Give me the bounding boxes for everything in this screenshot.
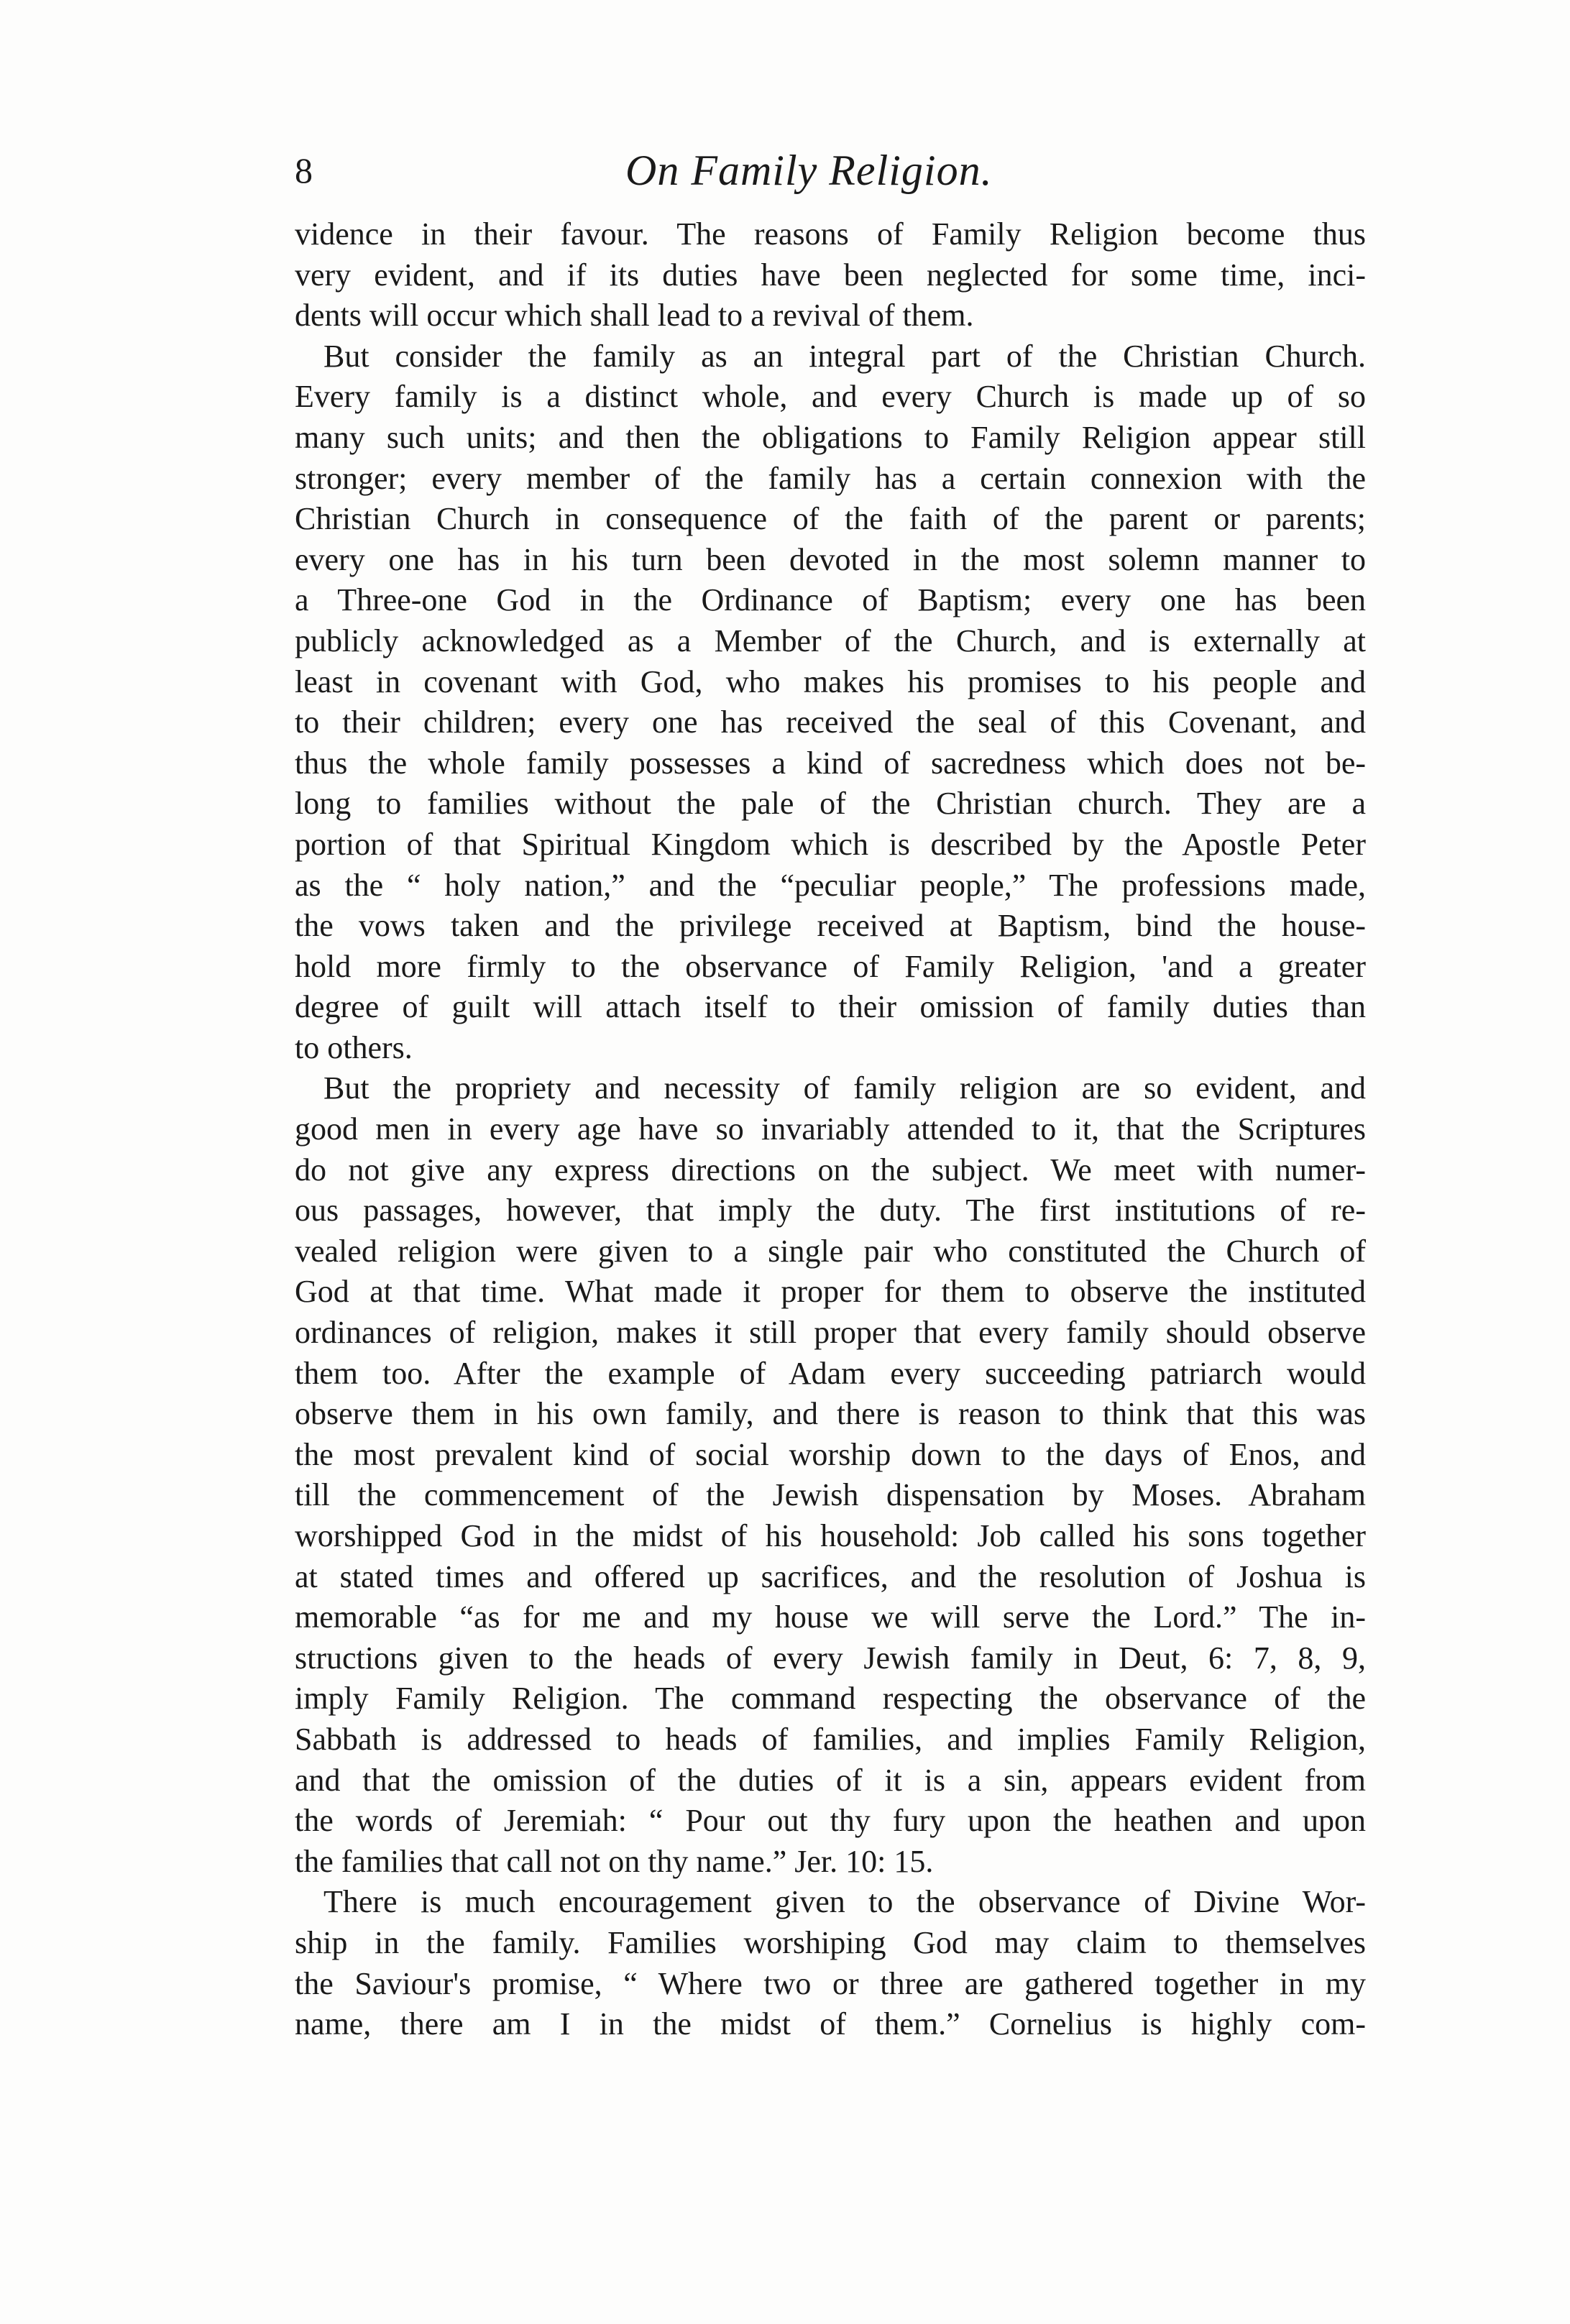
- text-line: the most prevalent kind of social worship down to the days of Enos, and: [295, 1436, 1366, 1472]
- text-line: very evident, and if its duties have been neglected for some time, inci-: [295, 257, 1366, 293]
- text-line: the words of Jeremiah: “ Pour out thy fury upon the heathen and upon: [295, 1803, 1366, 1839]
- text-line: ordinances of religion, makes it still proper that every family should observe: [295, 1315, 1366, 1351]
- text-line: portion of that Spiritual Kingdom which is described by the Apostle Peter: [295, 826, 1366, 862]
- text-line: degree of guilt will attach itself to their omission of family duties than: [295, 989, 1366, 1025]
- text-line: them too. After the example of Adam every succeeding patriarch would: [295, 1355, 1366, 1391]
- text-line: name, there am I in the midst of them.” Cornelius is highly com-: [295, 2006, 1366, 2042]
- paragraph: [295, 336, 1366, 1069]
- text-line: Christian Church in consequence of the faith of the parent or parents;: [295, 501, 1366, 537]
- text-line: stronger; every member of the family has a certain connexion with the: [295, 460, 1366, 496]
- text-line: as the “ holy nation,” and the “peculiar people,” The professions made,: [295, 867, 1366, 903]
- text-line: to others.: [295, 1029, 413, 1065]
- text-line: Every family is a distinct whole, and every Church is made up of so: [295, 379, 1366, 415]
- body-text: [295, 214, 1366, 2045]
- running-title: On Family Religion.: [625, 147, 993, 194]
- page-number: 8: [295, 150, 313, 190]
- text-line: a Three-one God in the Ordinance of Baptism; every one has been: [295, 582, 1366, 618]
- text-line: hold more firmly to the observance of Family Religion, 'and a greater: [295, 948, 1366, 984]
- text-line: do not give any express directions on the subject. We meet with numer-: [295, 1152, 1366, 1188]
- page-header: [295, 138, 1373, 203]
- text-line: worshipped God in the midst of his household: Job called his sons together: [295, 1518, 1366, 1553]
- text-line: observe them in his own family, and there is reason to think that this was: [295, 1396, 1366, 1432]
- text-line: structions given to the heads of every Jewish family in Deut, 6: 7, 8, 9,: [295, 1640, 1366, 1676]
- paragraph: [295, 1882, 1366, 2044]
- text-line: the families that call not on thy name.” Jer. 10: 15.: [295, 1843, 934, 1879]
- text-line: the Saviour's promise, “ Where two or three are gathered together in my: [295, 1965, 1366, 2001]
- text-line: But consider the family as an integral part of the Christian Church.: [323, 338, 1366, 374]
- text-line: imply Family Religion. The command respecting the observance of the: [295, 1681, 1366, 1717]
- text-line: at stated times and offered up sacrifices, and the resolution of Joshua is: [295, 1558, 1366, 1594]
- text-line: dents will occur which shall lead to a revival of them.: [295, 298, 974, 334]
- text-line: ous passages, however, that imply the duty. The first institutions of re-: [295, 1193, 1366, 1228]
- text-line: thus the whole family possesses a kind of sacredness which does not be-: [295, 745, 1366, 781]
- text-line: least in covenant with God, who makes his promises to his people and: [295, 663, 1366, 699]
- text-line: and that the omission of the duties of it is a sin, appears evident from: [295, 1762, 1366, 1798]
- text-line: God at that time. What made it proper for them to observe the instituted: [295, 1274, 1366, 1310]
- text-line: Sabbath is addressed to heads of families, and implies Family Religion,: [295, 1721, 1366, 1757]
- paragraph: [295, 1068, 1366, 1882]
- text-line: ship in the family. Families worshiping God may claim to themselves: [295, 1924, 1366, 1960]
- text-line: vidence in their favour. The reasons of Family Religion become thus: [295, 216, 1366, 252]
- text-line: good men in every age have so invariably attended to it, that the Scriptures: [295, 1111, 1366, 1147]
- text-line: the vows taken and the privilege received at Baptism, bind the house-: [295, 908, 1366, 944]
- paragraph: [295, 214, 1366, 336]
- text-line: There is much encouragement given to the observance of Divine Wor-: [323, 1884, 1366, 1920]
- text-line: till the commencement of the Jewish dispensation by Moses. Abraham: [295, 1477, 1366, 1513]
- text-line: every one has in his turn been devoted in the most solemn manner to: [295, 541, 1366, 577]
- text-line: many such units; and then the obligations to Family Religion appear still: [295, 419, 1366, 455]
- text-line: vealed religion were given to a single pair who constituted the Church of: [295, 1233, 1366, 1269]
- text-line: publicly acknowledged as a Member of the Church, and is externally at: [295, 623, 1366, 658]
- text-line: memorable “as for me and my house we will serve the Lord.” The in-: [295, 1599, 1366, 1635]
- text-line: long to families without the pale of the Christian church. They are a: [295, 786, 1366, 822]
- text-line: to their children; every one has received the seal of this Covenant, and: [295, 704, 1366, 740]
- text-line: But the propriety and necessity of family religion are so evident, and: [323, 1070, 1366, 1106]
